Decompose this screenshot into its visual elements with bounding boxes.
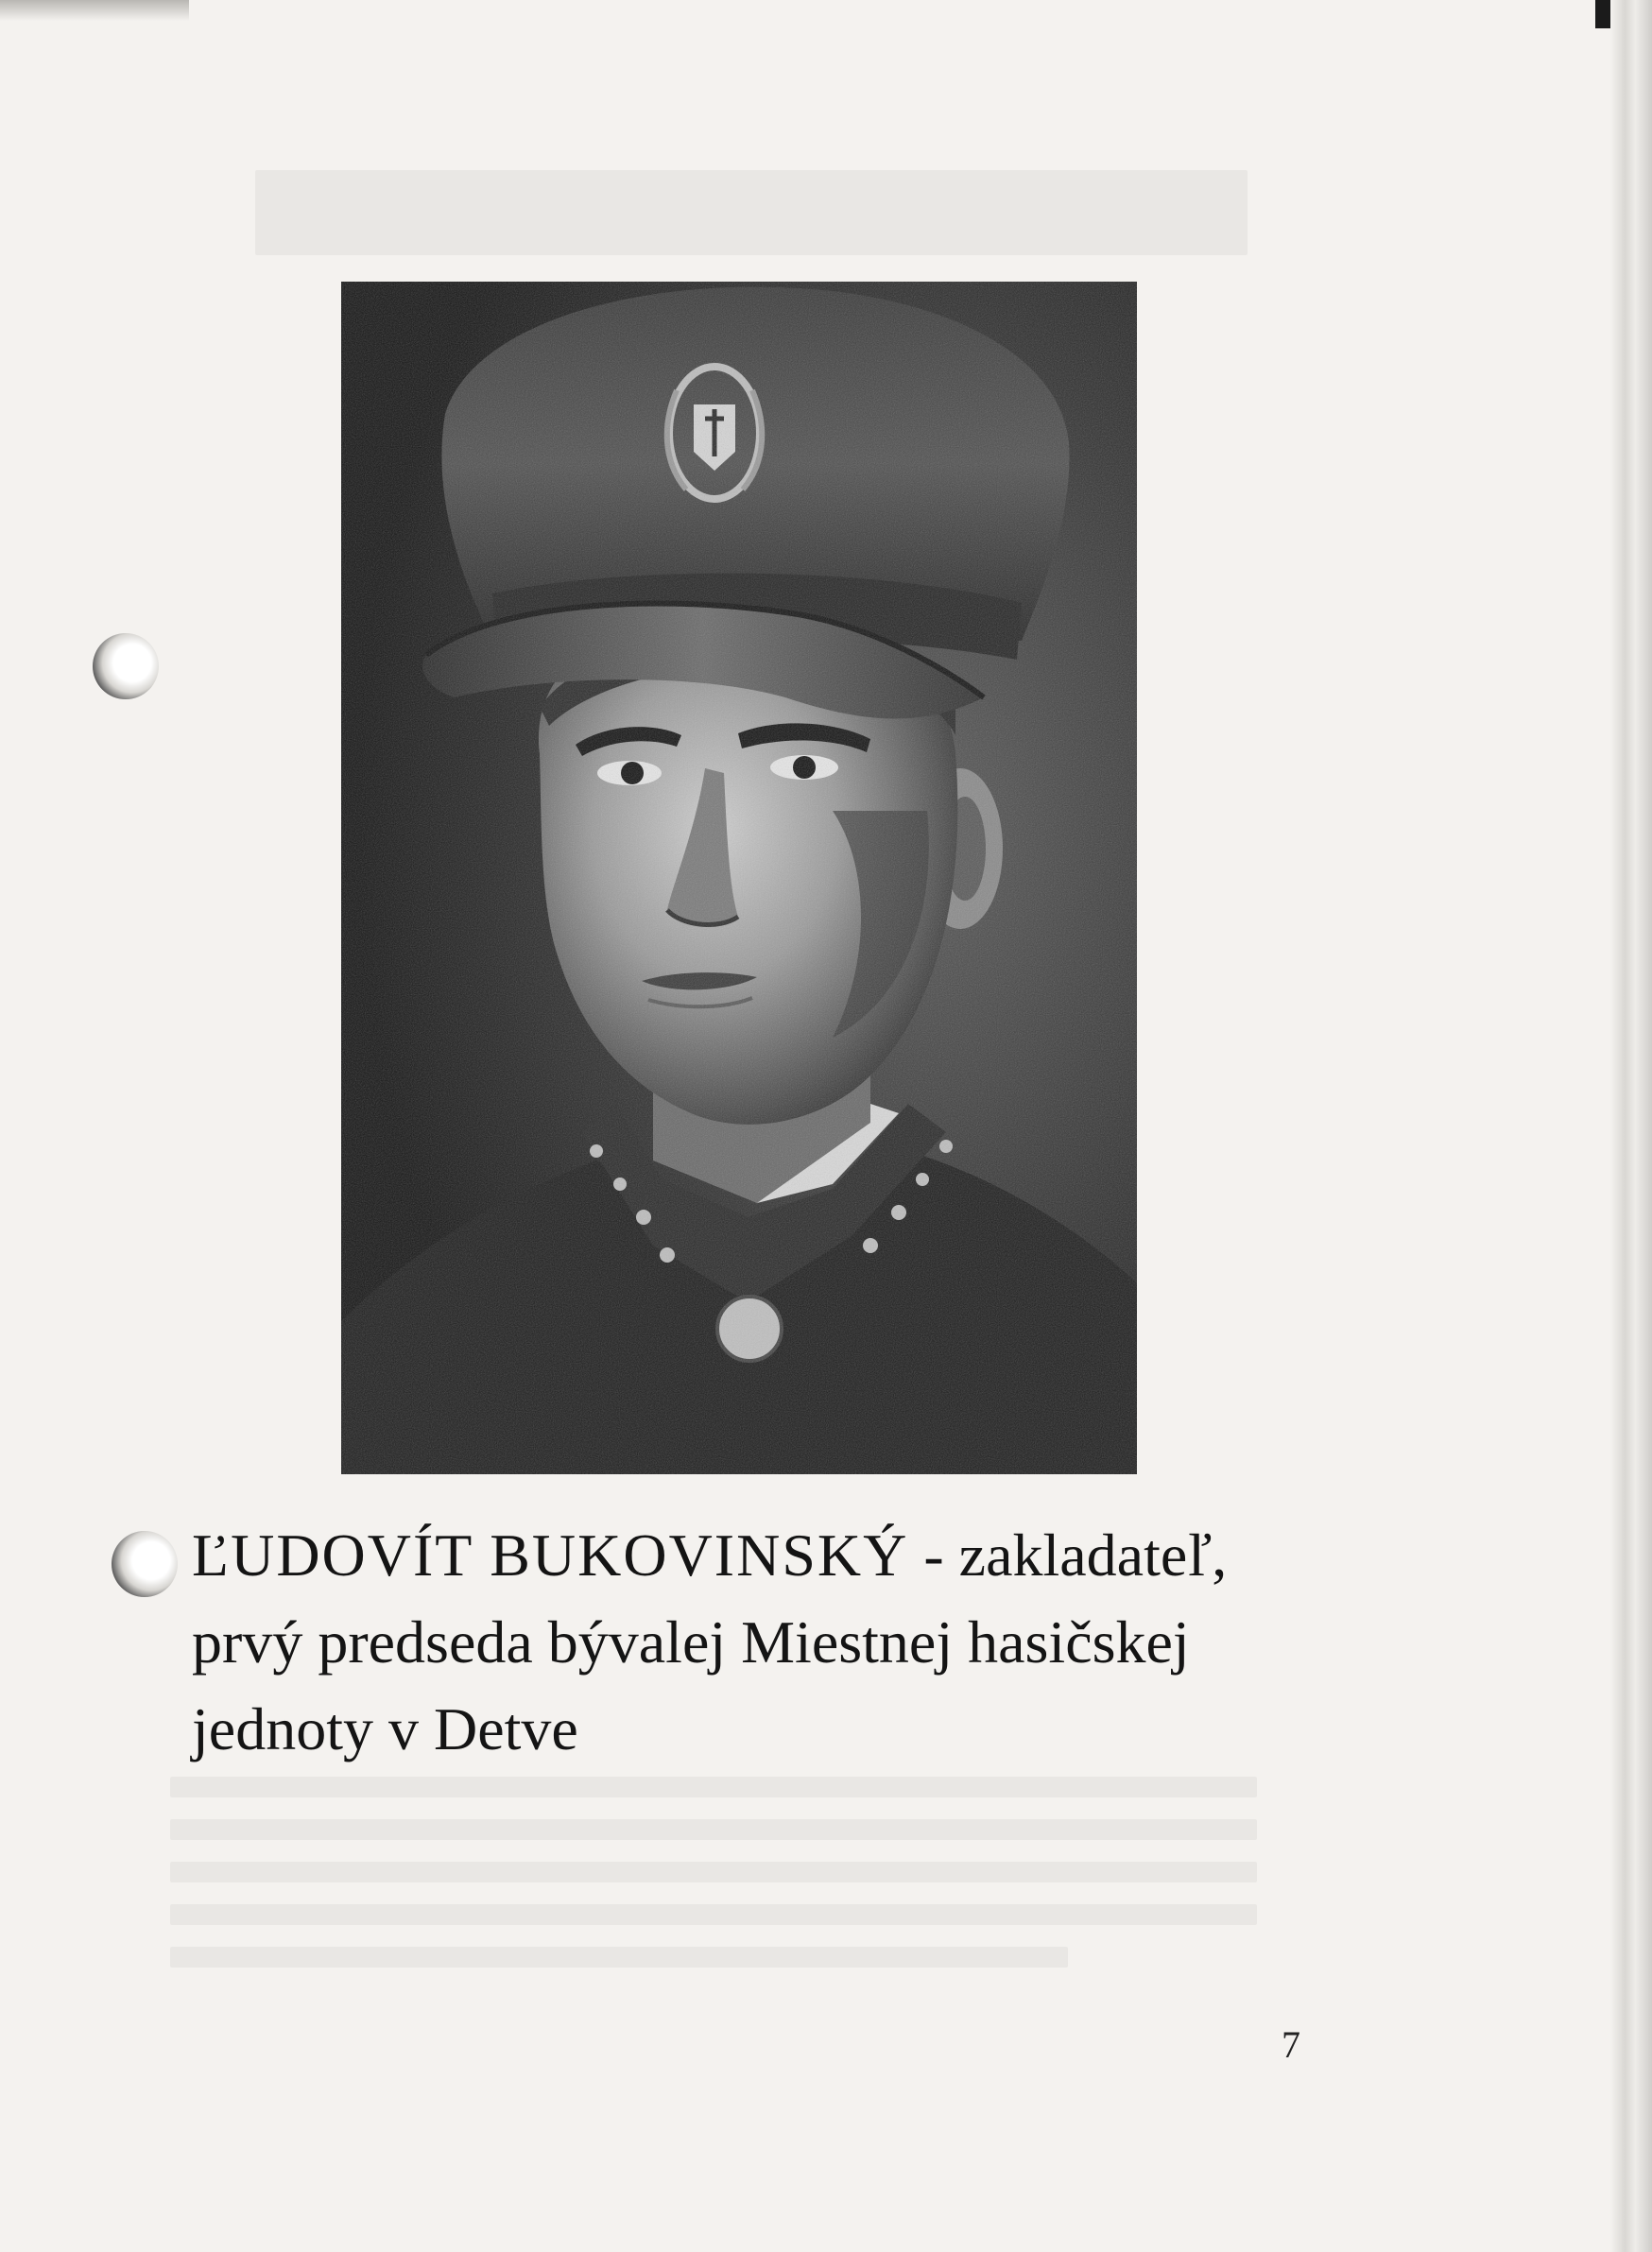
- binding-hole: [93, 633, 159, 699]
- caption-line-2: prvý predseda bývalej Miestnej hasičskej: [192, 1608, 1190, 1676]
- booklet-edge: [1610, 0, 1652, 2252]
- caption-role: - zakladateľ,: [908, 1521, 1228, 1589]
- show-through-line: [170, 1777, 1257, 1797]
- show-through-line: [170, 1819, 1257, 1840]
- show-through-line: [170, 1862, 1257, 1882]
- photo-caption: [192, 1512, 1307, 1773]
- caption-line-1: [192, 1512, 1307, 1599]
- portrait-illustration: [341, 282, 1137, 1474]
- show-through-line: [170, 1947, 1068, 1968]
- page-number: 7: [1282, 2023, 1300, 2066]
- binding-hole: [112, 1531, 178, 1597]
- portrait-photograph: [341, 282, 1137, 1474]
- caption-line-3: jednoty v Detve: [192, 1695, 578, 1762]
- show-through-heading: [255, 170, 1248, 255]
- show-through-line: [170, 1904, 1257, 1925]
- page-corner-shadow: [0, 0, 189, 21]
- person-name: ĽUDOVÍT BUKOVINSKÝ: [192, 1521, 909, 1589]
